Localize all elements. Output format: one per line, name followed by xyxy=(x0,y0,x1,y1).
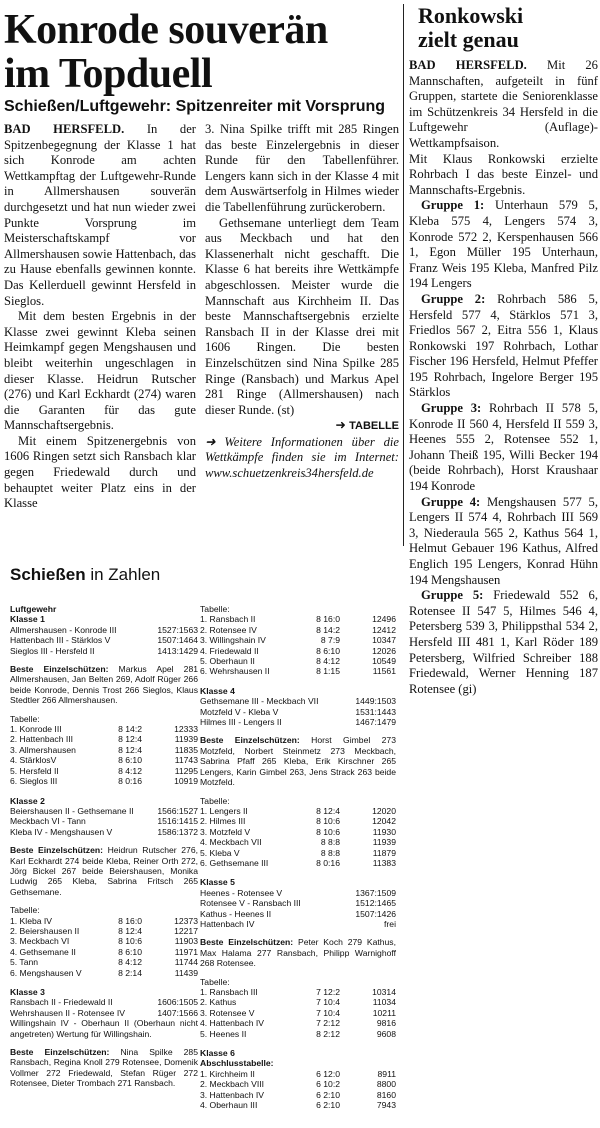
rings: 10211 xyxy=(372,1007,396,1018)
points: 8 12:4 xyxy=(118,734,142,745)
table-row xyxy=(200,848,396,858)
paragraph: Gethsemane unterliegt dem Team aus Meckbach und hat den Klassenerhalt nicht geschafft. Die Klasse 6 hat bereits ihre Wettkämpfe abgeschlossen. Meister wurde die Mannschaft aus Kirchheim II. Das beste Mannschaftsergebnis erzielte Ransbach II in der Klasse drei mit 1606 Ringen. Die besten Einzelschützen sind Nina Spilke 285 Ringe (Ransbach) und Markus Apel 281 Ringe (Allmershausen) nach dieser Runde. (st) xyxy=(205,215,399,417)
table-row xyxy=(200,1008,396,1018)
team-name: 4. StärklosV xyxy=(10,755,57,766)
match-teams: Rotensee V - Ransbach III xyxy=(200,898,301,909)
match-score: 1512:1465 xyxy=(355,898,396,909)
table-row xyxy=(200,1100,396,1110)
class-header: Klasse 5 xyxy=(200,877,235,888)
group-2-result: Gruppe 2: Rohrbach 586 5, Hersfeld 577 4, Stärklos 571 3, Friedlos 567 2, Eitra 556 1, Klaus Ronkowski 197 Rohrbach, Lothar Fischer 196 Hersfeld, Helmut Pfeffer 195 Rohrbach, Ingelore Berger 195 Stärklos xyxy=(409,291,598,400)
match-note: Willingshain IV - Oberhaun II (Oberhaun nicht angetreten) Wertung für Willingshain. xyxy=(10,1018,198,1039)
rings: 11744 xyxy=(174,957,198,968)
match-row xyxy=(200,707,396,717)
rings: 11879 xyxy=(372,847,396,858)
stats-block xyxy=(10,987,198,1089)
match-row xyxy=(200,888,396,898)
points: 8 4:12 xyxy=(118,765,142,776)
tabelle-label: TABELLE xyxy=(349,420,399,433)
match-row xyxy=(10,646,198,656)
best-shooters-text: Heidrun Rutscher 276, Karl Eckhardt 274 beide Kleba, Reiner Orth 272, Jörg Bickel 267 beide Beiershausen, Monika Ludwig 265 Kleba, Sabrina Fritsch 265 Gethsemane. xyxy=(10,845,199,897)
team-name: 1. Kleba IV xyxy=(10,915,53,926)
best-shooters xyxy=(10,845,198,897)
points: 8 16:0 xyxy=(316,614,340,625)
table-row xyxy=(10,947,198,957)
rings: 11743 xyxy=(174,755,198,766)
table-row xyxy=(10,968,198,978)
match-row xyxy=(200,919,396,929)
match-teams: Ransbach II - Friedewald II xyxy=(10,997,113,1008)
match-row xyxy=(10,997,198,1007)
points: 8 10:6 xyxy=(316,826,340,837)
rings: 12496 xyxy=(372,614,396,625)
match-row xyxy=(10,806,198,816)
team-name: 3. Motzfeld V xyxy=(200,826,251,837)
match-row xyxy=(10,827,198,837)
points: 8 12:4 xyxy=(316,805,340,816)
table-row xyxy=(10,916,198,926)
match-score: 1367:1509 xyxy=(355,887,396,898)
table-row xyxy=(10,957,198,967)
rings: 10347 xyxy=(372,635,396,646)
table-row xyxy=(200,997,396,1007)
table-label: Tabelle: xyxy=(200,795,230,806)
rings: 12026 xyxy=(372,645,396,656)
table-label: Tabelle: xyxy=(200,604,230,614)
table-row xyxy=(200,635,396,645)
points: 8 8:8 xyxy=(320,847,340,858)
match-score: 1586:1372 xyxy=(157,826,198,837)
rings: 8160 xyxy=(376,1089,396,1100)
table-row xyxy=(200,666,396,676)
points: 8 6:10 xyxy=(118,755,142,766)
rings: 12217 xyxy=(174,925,198,936)
match-teams: Sieglos III - Hersfeld II xyxy=(10,645,95,656)
paragraph: Mit Klaus Ronkowski erzielte Rohrbach I das beste Einzel- und Mannschafts-Ergebnis. xyxy=(409,151,598,197)
match-score: 1467:1479 xyxy=(355,717,396,728)
table-label: Tabelle: xyxy=(200,976,230,987)
team-name: 4. Gethsemane II xyxy=(10,946,76,957)
rings: 11561 xyxy=(372,666,396,677)
rings: 11439 xyxy=(174,967,198,978)
class-header: Klasse 4 xyxy=(200,685,235,696)
match-score: frei xyxy=(384,918,396,929)
paragraph: In der Spitzenbegegnung der Klasse 1 hat sich Konrode am achten Wettkampftag der Luftgewehr-Runde in Allmershausen souverän durchgesetzt und hat nun wieder zwei Punkte Vorsprung im Meisterschaftskampf vor Allmershausen sowie Hattenbach, das zu Hause ebenfalls gewinnen konnte. Das Kellerduell gewinnt Hersfeld in Sieglos. xyxy=(4,122,196,308)
points: 8 6:10 xyxy=(316,645,340,656)
group-5-result: Gruppe 5: Friedewald 552 6, Rotensee II 547 5, Hilmes 546 4, Petersberg 539 3, Philippsthal 534 2, Hersfeld III 481 1, Karl Röder 189 Petersberg, Wilfried Schreiber 188 Friedewald, Werner Henning 187 Rotensee (gi) xyxy=(409,588,598,696)
side-article xyxy=(409,58,598,697)
match-teams: Hilmes III - Lengers II xyxy=(200,717,282,728)
match-score: 1606:1505 xyxy=(157,997,198,1008)
table-row xyxy=(200,1029,396,1039)
match-score: 1527:1563 xyxy=(157,624,198,635)
rings: 12412 xyxy=(372,624,396,635)
stats-block xyxy=(200,604,396,677)
team-name: 3. Meckbach VI xyxy=(10,936,70,947)
points: 8 8:8 xyxy=(320,837,340,848)
rings: 11939 xyxy=(372,837,396,848)
match-row xyxy=(10,1008,198,1018)
group-4-result: Gruppe 4: Mengshausen 577 5, Lengers II 574 4, Rohrbach III 569 3, Niederaula 565 2, Kathus 564 1, Helmut Gebauer 196 Kathus, Alfred Englich 195 Lengers, Konrad Hühn 194 Mengshausen xyxy=(409,494,598,587)
table-row xyxy=(200,625,396,635)
table-row xyxy=(200,646,396,656)
table-row xyxy=(200,1079,396,1089)
points: 8 2:12 xyxy=(316,1028,340,1039)
match-teams: Kleba IV - Mengshausen V xyxy=(10,826,113,837)
stats-block xyxy=(10,604,198,787)
team-name: 6. Sieglos III xyxy=(10,776,58,787)
team-name: 4. Oberhaun III xyxy=(200,1100,258,1111)
points: 8 2:14 xyxy=(118,967,142,978)
table-row xyxy=(10,755,198,765)
match-score: 1407:1566 xyxy=(157,1007,198,1018)
points: 8 10:6 xyxy=(316,816,340,827)
rings: 11034 xyxy=(372,997,396,1008)
class-header: Luftgewehr xyxy=(10,604,57,614)
match-teams: Hattenbach IV xyxy=(200,918,255,929)
headline-line-1: Konrode souverän xyxy=(4,7,328,53)
match-score: 1531:1443 xyxy=(355,706,396,717)
column-divider xyxy=(403,4,404,546)
rings: 12042 xyxy=(372,816,396,827)
headline-line-2: im Topduell xyxy=(4,51,213,97)
article-column-2 xyxy=(205,122,399,482)
team-name: 2. Hattenbach III xyxy=(10,734,74,745)
points: 6 2:10 xyxy=(316,1089,340,1100)
team-name: 1. Lengers II xyxy=(200,805,248,816)
stats-block xyxy=(10,796,198,979)
best-shooters-text: Peter Koch 279 Kathus, Max Halama 277 Ransbach, Philipp Warnighoff 268 Rotensee. xyxy=(200,937,396,969)
team-name: 2. Hilmes III xyxy=(200,816,246,827)
team-name: 2. Rotensee IV xyxy=(200,624,257,635)
table-row xyxy=(200,614,396,624)
match-row xyxy=(200,909,396,919)
points: 8 14:2 xyxy=(118,724,142,735)
points: 6 12:0 xyxy=(316,1068,340,1079)
stats-column-left xyxy=(10,604,198,1098)
match-score: 1449:1503 xyxy=(355,696,396,707)
paragraph: Mit einem Spitzenergebnis von 1606 Ringen setzt sich Ransbach klar gegen Friedewald durch und behauptet weiter Platz eins in der Klasse xyxy=(4,433,196,511)
arrow-icon: ➜ xyxy=(205,434,216,449)
team-name: 3. Hattenbach IV xyxy=(200,1089,265,1100)
best-shooters-label: Beste Einzelschützen: xyxy=(10,845,103,856)
team-name: 2. Kathus xyxy=(200,997,237,1008)
paragraph: Mit 26 Mannschaften, aufgeteilt in fünf Gruppen, startete die Seniorenklasse im Schützenkreis 34 Hersfeld in die Luftgewehr (Auflage)-Wettkampfsaison. xyxy=(409,58,598,150)
points: 8 1:15 xyxy=(316,666,340,677)
class-header: Klasse 2 xyxy=(10,795,45,806)
group-3-result: Gruppe 3: Rohrbach II 578 5, Konrode II 560 4, Hersfeld II 559 3, Heenes 555 2, Rotensee 552 1, Johann Theiß 195, Willi Becker 194 (beide Rohrbach), Horst Kraushaar 194 Konrode xyxy=(409,401,598,494)
best-shooters-label: Beste Einzelschützen: xyxy=(200,735,300,746)
best-shooters-text: Nina Spilke 285 Ransbach, Regina Knoll 279 Rotensee, Domenik Vollmer 272 Friedewald, Stefan Rüger 272 Rotensee, Dieter Trombach 271 Ransbach. xyxy=(10,1047,198,1089)
team-name: 2. Meckbach VIII xyxy=(200,1079,265,1090)
best-shooters-label: Beste Einzelschützen: xyxy=(10,1047,110,1058)
rings: 11835 xyxy=(174,744,198,755)
points: 8 0:16 xyxy=(316,857,340,868)
rings: 9816 xyxy=(376,1018,396,1029)
points: 8 4:12 xyxy=(118,957,142,968)
table-row xyxy=(10,926,198,936)
table-row xyxy=(200,1069,396,1079)
match-score: 1507:1426 xyxy=(355,908,396,919)
table-row xyxy=(10,766,198,776)
team-name: 6. Wehrshausen II xyxy=(200,666,270,677)
rings: 10919 xyxy=(174,776,198,787)
match-row xyxy=(200,717,396,727)
best-shooters-text: Horst Gimbel 273 Motzfeld, Norbert Steinmetz 273 Meckbach, Sabrina Pfaff 265 Kleba, Erik Kirschner 265 Lengers, Karin Gimbel 263, Jens Strack 263 beide Motzfeld. xyxy=(200,735,396,788)
match-row xyxy=(10,816,198,826)
table-row xyxy=(200,1018,396,1028)
website-link[interactable]: www.schuetzenkreis34hersfeld.de xyxy=(205,466,374,481)
match-score: 1413:1429 xyxy=(157,645,198,656)
rings: 12333 xyxy=(174,724,198,735)
table-label: Tabelle: xyxy=(10,905,40,916)
match-teams: Kathus - Heenes II xyxy=(200,908,272,919)
best-shooters-label: Beste Einzelschützen: xyxy=(10,664,109,675)
table-row xyxy=(200,656,396,666)
points: 8 4:12 xyxy=(316,656,340,667)
points: 7 2:12 xyxy=(316,1018,340,1029)
table-row xyxy=(10,734,198,744)
best-shooters-text: Markus Apel 281 Allmershausen, Jan Belten 269, Adolf Rüger 266 beide Konrode, Dennis Trost 266 Sieglos, Klaus Stedtler 266 Allmershausen. xyxy=(10,664,198,706)
match-row xyxy=(10,625,198,635)
team-name: 3. Allmershausen xyxy=(10,744,76,755)
team-name: 5. Oberhaun II xyxy=(200,656,255,667)
match-row xyxy=(200,898,396,908)
table-row xyxy=(200,987,396,997)
team-name: 4. Friedewald II xyxy=(200,645,259,656)
rings: 11295 xyxy=(174,765,198,776)
team-name: 2. Beiershausen II xyxy=(10,925,80,936)
best-shooters xyxy=(200,735,396,787)
match-teams: Meckbach VI - Tann xyxy=(10,816,86,827)
team-name: 5. Hersfeld II xyxy=(10,765,59,776)
match-teams: Beiershausen II - Gethsemane II xyxy=(10,805,134,816)
stats-section-title: Schießen in Zahlen xyxy=(10,565,161,584)
points: 8 0:16 xyxy=(118,776,142,787)
rings: 10314 xyxy=(372,987,396,997)
team-name: 5. Tann xyxy=(10,957,39,968)
class-header: Klasse 3 xyxy=(10,987,45,997)
table-row xyxy=(200,858,396,868)
team-name: 1. Ransbach II xyxy=(200,614,256,625)
table-row xyxy=(10,936,198,946)
points: 6 2:10 xyxy=(316,1100,340,1111)
team-name: 4. Meckbach VII xyxy=(200,837,262,848)
rings: 11939 xyxy=(174,734,198,745)
match-teams: Gethsemane III - Meckbach VII xyxy=(200,696,319,707)
rings: 9608 xyxy=(376,1028,396,1039)
table-row xyxy=(200,1090,396,1100)
team-name: 3. Rotensee V xyxy=(200,1007,255,1018)
team-name: 5. Kleba V xyxy=(200,847,240,858)
info-text: Weitere Informationen über die Wettkämpfe finden sie im Internet: xyxy=(205,434,399,465)
points: 8 10:6 xyxy=(118,936,142,947)
rings: 7943 xyxy=(376,1100,396,1111)
paragraph: Mit dem besten Ergebnis in der Klasse zwei gewinnt Kleba seinen Heimkampf gegen Mengshausen und bleibt weiterhin ungeschlagen in dieser Klasse. Heidrun Rutscher (276) und Karl Eckhardt (274) waren die Garanten für das gute Mannschaftsergebnis. xyxy=(4,309,196,433)
article-column-1 xyxy=(4,122,196,512)
table-row xyxy=(10,776,198,786)
team-name: 5. Heenes II xyxy=(200,1028,247,1039)
match-score: 1516:1415 xyxy=(157,816,198,827)
table-label: Tabelle: xyxy=(10,713,40,724)
rings: 11930 xyxy=(372,826,396,837)
best-shooters xyxy=(200,937,396,968)
team-name: 1. Konrode III xyxy=(10,724,62,735)
arrow-icon: ➜ xyxy=(335,418,346,433)
best-shooters-label: Beste Einzelschützen: xyxy=(200,937,294,948)
subtitle: Schießen/Luftgewehr: Spitzenreiter mit Vorsprung xyxy=(4,98,386,115)
rings: 8911 xyxy=(377,1068,396,1079)
team-name: 4. Hattenbach IV xyxy=(200,1018,265,1029)
points: 7 10:4 xyxy=(316,997,340,1008)
team-name: 1. Kirchheim II xyxy=(200,1068,255,1079)
points: 7 12:2 xyxy=(316,987,340,997)
points: 8 16:0 xyxy=(118,915,142,926)
rings: 12020 xyxy=(372,805,396,816)
main-headline xyxy=(4,8,399,96)
rings: 8800 xyxy=(376,1079,396,1090)
rings: 11971 xyxy=(174,946,198,957)
table-row xyxy=(200,806,396,816)
match-teams: Hattenbach III - Stärklos V xyxy=(10,635,111,646)
match-row xyxy=(200,696,396,706)
side-headline-line-1: Ronkowski xyxy=(418,3,524,28)
stats-block xyxy=(200,1048,396,1110)
stats-block xyxy=(200,877,396,1039)
side-headline-line-2: zielt genau xyxy=(418,27,519,52)
side-headline xyxy=(418,4,598,52)
dateline: BAD HERSFELD. xyxy=(4,122,125,136)
team-name: 3. Willingshain IV xyxy=(200,635,266,646)
match-teams: Allmershausen - Konrode III xyxy=(10,624,117,635)
dateline: BAD HERSFELD. xyxy=(409,58,527,72)
rings: 11903 xyxy=(174,936,198,947)
points: 8 6:10 xyxy=(118,946,142,957)
best-shooters xyxy=(10,664,198,706)
team-name: 6. Gethsemane III xyxy=(200,857,269,868)
paragraph: 3. Nina Spilke trifft mit 285 Ringen das beste Einzelergebnis in dieser Runde für den Tabellenführer. Lengers kann sich in der Klasse 4 mit dem Auswärtserfolg in Hilmes wieder die Tabellenführung zurückerobern. xyxy=(205,122,399,214)
points: 6 10:2 xyxy=(316,1079,340,1090)
rings: 11383 xyxy=(372,857,396,868)
match-score: 1566:1527 xyxy=(157,805,198,816)
class-header: Abschlusstabelle: xyxy=(200,1058,274,1069)
points: 8 14:2 xyxy=(316,624,340,635)
points: 7 10:4 xyxy=(316,1007,340,1018)
points: 8 7:9 xyxy=(320,635,340,646)
stats-block xyxy=(200,686,396,869)
table-row xyxy=(200,837,396,847)
points: 8 12:4 xyxy=(118,925,142,936)
best-shooters xyxy=(10,1047,198,1089)
match-score: 1507:1464 xyxy=(157,635,198,646)
rings: 10549 xyxy=(372,656,396,667)
team-name: 1. Ransbach III xyxy=(200,987,258,997)
table-row xyxy=(200,827,396,837)
table-row xyxy=(10,724,198,734)
points: 8 12:4 xyxy=(118,744,142,755)
team-name: 6. Mengshausen V xyxy=(10,967,82,978)
table-row xyxy=(200,816,396,826)
match-teams: Wehrshausen II - Rotensee IV xyxy=(10,1007,125,1018)
class-header: Klasse 6 xyxy=(200,1048,235,1059)
match-teams: Motzfeld V - Kleba V xyxy=(200,706,279,717)
rings: 12373 xyxy=(174,915,198,926)
table-row xyxy=(10,745,198,755)
class-header: Klasse 1 xyxy=(10,614,45,625)
match-row xyxy=(10,635,198,645)
stats-column-right xyxy=(200,604,396,1119)
match-teams: Heenes - Rotensee V xyxy=(200,887,283,898)
group-1-result: Gruppe 1: Unterhaun 579 5, Kleba 575 4, Lengers 574 3, Konrode 572 2, Kerspenhausen 566 1, Egon Müller 195 Unterhaun, Franz Weis 195 Kleba, Manfred Pilz 194 Lengers xyxy=(409,198,598,291)
